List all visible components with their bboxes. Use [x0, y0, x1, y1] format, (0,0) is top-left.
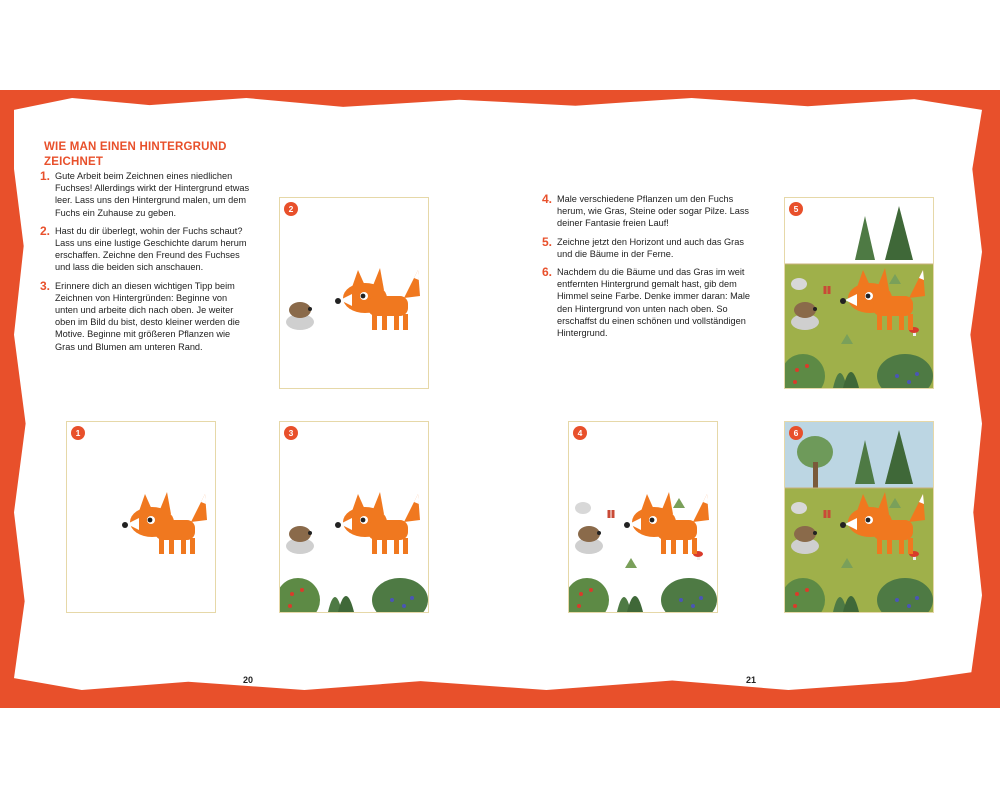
page-title: WIE MAN EINEN HINTERGRUND ZEICHNET [44, 141, 227, 168]
fox-illustration [335, 268, 420, 330]
step-badge: 5 [789, 202, 803, 216]
step-text: Nachdem du die Bäume und das Gras im weit entfernten Hintergrund gemalt hast, gib dem Himmel seine Farbe. Denke immer daran: Male den Hintergrund von unten nach oben. So erschaffst du einen schönen und vollständigen Hintergrund. [557, 267, 751, 339]
step-2 [40, 225, 250, 274]
illustration-step-1 [66, 421, 216, 613]
illustration-step-2 [279, 197, 429, 389]
step-text: Hast du dir überlegt, wohin der Fuchs schaut? Lass uns eine lustige Geschichte darum herum erschaffen. Zeichne den Freund des Fuchses und lass die beiden sich anschauen. [55, 225, 247, 273]
step-badge: 3 [284, 426, 298, 440]
step-5 [542, 236, 754, 260]
horizon-trees [785, 206, 933, 264]
step-text: Erinnere dich an diesen wichtigen Tipp beim Zeichnen von Hintergründen: Beginne von unten und arbeite dich nach oben. Je weiter oben im Bild du bist, desto kleiner werden die Motive. Beginne mit größeren Pflanzen wie Gras und Blumen am unteren Rand. [55, 280, 240, 352]
fox-illustration [624, 492, 709, 554]
step-3 [40, 280, 250, 353]
fox-illustration [122, 492, 207, 554]
illustration-step-5 [784, 197, 934, 389]
step-badge: 1 [71, 426, 85, 440]
step-text: Zeichne jetzt den Horizont und auch das Gras und die Bäume in der Ferne. [557, 236, 744, 259]
step-text: Gute Arbeit beim Zeichnen eines niedlichen Fuchses! Allerdings wirkt der Hintergrund etwas leer. Lass uns den Hintergrund malen, um dem Fuchs ein Zuhause zu geben. [55, 171, 250, 218]
step-number: 6. [542, 265, 553, 280]
illustration-step-3 [279, 421, 429, 613]
step-4 [542, 193, 754, 230]
step-badge: 4 [573, 426, 587, 440]
fox-illustration [335, 492, 420, 554]
step-6 [542, 266, 754, 339]
steps-left-column [40, 170, 250, 359]
hedgehog-illustration [575, 526, 603, 554]
page-number-left: 20 [243, 675, 254, 685]
step-1 [40, 170, 250, 219]
hedgehog-illustration [286, 526, 314, 554]
foreground-bushes [569, 578, 717, 612]
step-badge: 6 [789, 426, 803, 440]
step-number: 2. [40, 223, 51, 238]
illustration-step-6 [784, 421, 934, 613]
steps-right-column [542, 193, 754, 345]
step-text: Male verschiedene Pflanzen um den Fuchs herum, wie Gras, Steine oder sogar Pilze. Lass deiner Fantasie freien Lauf! [557, 194, 750, 229]
step-number: 5. [542, 234, 553, 249]
step-number: 3. [40, 278, 51, 293]
foreground-bushes [280, 578, 428, 612]
step-number: 4. [542, 192, 553, 206]
page-number-right: 21 [746, 675, 757, 685]
illustration-step-4 [568, 421, 718, 613]
hedgehog-illustration [286, 302, 314, 330]
step-number: 1. [40, 169, 51, 183]
step-badge: 2 [284, 202, 298, 216]
